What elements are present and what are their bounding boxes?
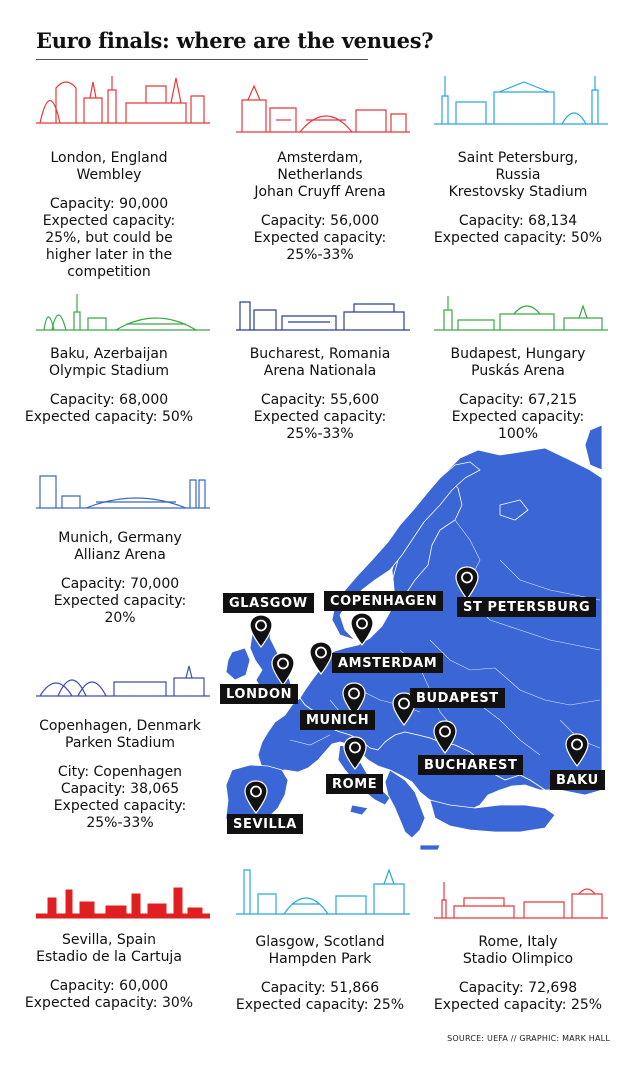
venue-st-petersburg (418, 150, 618, 247)
venue-rome (418, 934, 618, 1014)
venue-capacity: Capacity: 60,000 (49, 978, 169, 994)
baku-skyline-icon (36, 284, 210, 344)
map-label-copenhagen: COPENHAGEN (324, 591, 443, 611)
map-ireland (226, 648, 250, 680)
sevilla-skyline-icon (36, 876, 210, 936)
copenhagen-skyline-icon (36, 650, 210, 710)
venue-capacity: Capacity: 56,000 (260, 213, 380, 229)
venue-name: Rome, Italy Stadio Olimpico (462, 934, 574, 967)
venue-capacity: Capacity: 67,215 (458, 392, 578, 408)
venue-baku (9, 346, 209, 426)
location-pin-icon (565, 733, 589, 767)
venue-city: City: Copenhagen (57, 764, 183, 780)
location-pin-icon (244, 780, 268, 814)
map-turkey (430, 800, 555, 832)
munich-skyline-icon (36, 462, 210, 522)
map-label-sevilla: SEVILLA (227, 814, 303, 834)
venue-expected-capacity: Expected capacity: 25% (433, 997, 603, 1013)
venue-expected-capacity: Expected capacity: 20% (53, 593, 187, 626)
location-pin-icon (309, 641, 333, 675)
venue-capacity: Capacity: 38,065 (60, 781, 180, 797)
venue-name: Munich, Germany Allianz Arena (58, 530, 182, 563)
venue-amsterdam (220, 150, 420, 264)
venue-name: Bucharest, Romania Arena Nationala (249, 346, 391, 379)
map-label-budapest: BUDAPEST (410, 688, 505, 708)
venue-expected-capacity: Expected capacity: 25%-33% (253, 230, 387, 263)
venue-name: Glasgow, Scotland Hampden Park (255, 934, 385, 967)
london-skyline-icon (36, 68, 210, 128)
venue-capacity: Capacity: 68,000 (49, 392, 169, 408)
map-label-st-petersburg: ST PETERSBURG (457, 597, 596, 617)
map-label-baku: BAKU (550, 770, 605, 790)
venue-capacity: Capacity: 51,866 (260, 980, 380, 996)
venue-capacity: Capacity: 72,698 (458, 980, 578, 996)
source-credit: SOURCE: UEFA // GRAPHIC: MARK HALL (447, 1034, 610, 1043)
venue-capacity: Capacity: 70,000 (60, 576, 180, 592)
venue-glasgow (220, 934, 420, 1014)
venue-expected-capacity: Expected capacity: 25%, but could be higher later in the competition (42, 213, 176, 280)
budapest-skyline-icon (434, 284, 608, 344)
venue-expected-capacity: Expected capacity: 25%-33% (53, 798, 187, 831)
venue-name: Amsterdam, Netherlands Johan Cruyff Arena (254, 150, 386, 200)
amsterdam-skyline-icon (236, 80, 410, 140)
location-pin-icon (271, 652, 295, 686)
venue-name: London, England Wembley (50, 150, 168, 183)
venue-name: Budapest, Hungary Puskás Arena (450, 346, 586, 379)
map-label-munich: MUNICH (300, 710, 375, 730)
venue-expected-capacity: Expected capacity: 50% (24, 409, 194, 425)
venue-expected-capacity: Expected capacity: 100% (451, 409, 585, 442)
venue-budapest (418, 346, 618, 443)
venue-name: Saint Petersburg, Russia Krestovsky Stadium (448, 150, 588, 200)
venue-london (9, 150, 209, 281)
bucharest-skyline-icon (236, 284, 410, 344)
location-pin-icon (343, 736, 367, 770)
venue-capacity: Capacity: 90,000 (49, 196, 169, 212)
venue-bucharest (220, 346, 420, 443)
venue-name: Baku, Azerbaijan Olympic Stadium (49, 346, 169, 379)
map-label-london: LONDON (220, 684, 298, 704)
venue-expected-capacity: Expected capacity: 50% (433, 230, 603, 246)
venue-copenhagen (20, 718, 220, 832)
glasgow-skyline-icon (236, 862, 410, 922)
map-label-amsterdam: AMSTERDAM (332, 653, 443, 673)
location-pin-icon (350, 612, 374, 646)
st-petersburg-skyline-icon (434, 72, 608, 132)
venue-munich (20, 530, 220, 627)
location-pin-icon (249, 614, 273, 648)
venue-expected-capacity: Expected capacity: 30% (24, 995, 194, 1011)
venue-expected-capacity: Expected capacity: 25% (235, 997, 405, 1013)
venue-expected-capacity: Expected capacity: 25%-33% (253, 409, 387, 442)
location-pin-icon (433, 720, 457, 754)
venue-sevilla (9, 932, 209, 1012)
location-pin-icon (455, 566, 479, 600)
venue-name: Copenhagen, Denmark Parken Stadium (39, 718, 201, 751)
venue-capacity: Capacity: 55,600 (260, 392, 380, 408)
map-label-bucharest: BUCHAREST (418, 755, 523, 775)
venue-name: Sevilla, Spain Estadio de la Cartuja (36, 932, 182, 965)
map-label-rome: ROME (326, 774, 383, 794)
map-label-glasgow: GLASGOW (223, 593, 314, 613)
page-title: Euro finals: where are the venues? (36, 28, 434, 53)
rome-skyline-icon (434, 872, 608, 932)
venue-capacity: Capacity: 68,134 (458, 213, 578, 229)
